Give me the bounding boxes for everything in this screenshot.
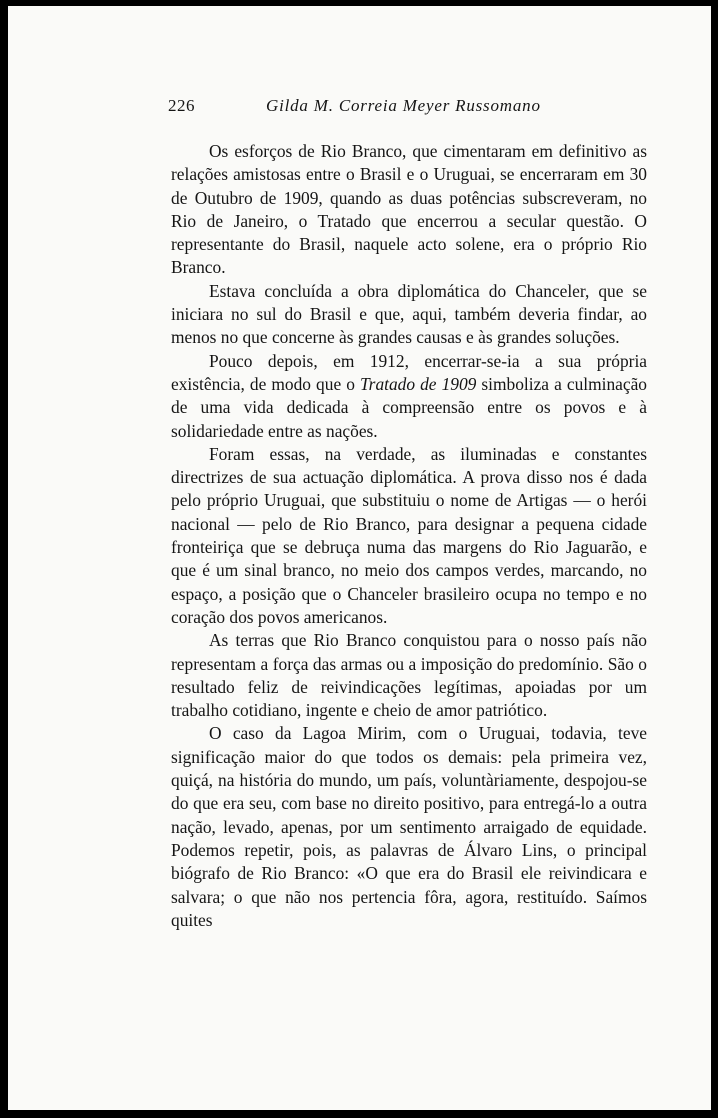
paragraph-6: O caso da Lagoa Mirim, com o Uruguai, todavia, teve significação maior do que todos os demais: pela primeira vez, quiçá, na história do mundo, um país, voluntàriamente, despojou-se do que era seu, com base no direito positivo, para entregá-lo a outra nação, levado, apenas, por um sentimento arraigado de equidade. Podemos repetir, pois, as palavras de Álvaro Lins, o principal biógrafo de Rio Branco: «O que era do Brasil ele reivindicara e salvara; o que não nos pertencia fôra, agora, restituído. Saímos quites (171, 723, 647, 930)
book-page (8, 6, 711, 1110)
paragraph-2: Estava concluída a obra diplomática do Chanceler, que se iniciara no sul do Brasil e que, aqui, também deveria findar, ao menos no que concerne às grandes causas e às grandes soluções. (171, 280, 647, 348)
page-header (168, 96, 650, 126)
treaty-title-italic: Tratado de 1909 (359, 373, 477, 394)
page-number: 226 (168, 96, 195, 115)
paragraph-1: Os esforços de Rio Branco, que cimentaram em definitivo as relações amistosas entre o Brasil e o Uruguai, se encerraram em 30 de Outubro de 1909, quando as duas potências subscreveram, no Rio de Janeiro, o Tratado que encerrou a secular questão. O representante do Brasil, naquele acto solene, era o próprio Rio Branco. (171, 141, 647, 278)
paragraph-3 (171, 350, 647, 443)
body-text (171, 140, 647, 932)
paragraph-4: Foram essas, na verdade, as iluminadas e constantes directrizes de sua actuação diplomática. A prova disso nos é dada pelo próprio Uruguai, que substituiu o nome de Artigas — o herói nacional — pelo de Rio Branco, para designar a pequena cidade fronteiriça que se debruça numa das margens do Rio Jaguarão, e que é um sinal branco, no meio dos campos verdes, marcando, no espaço, a posição que o Chanceler brasileiro ocupa no tempo e no coração dos povos americanos. (171, 443, 647, 627)
running-title: Gilda M. Correia Meyer Russomano (266, 96, 541, 115)
paragraph-3-end: simboliza a culminação de uma vida dedicada à compreensão entre os povos e à solidariedade entre as nações. (171, 373, 647, 441)
paragraph-3-start: Pouco depois, em 1912, encerrar-se-ia a sua própria existência, de modo que o (171, 350, 647, 394)
paragraph-5: As terras que Rio Branco conquistou para o nosso país não representam a força das armas ou a imposição do predomínio. São o resultado feliz de reivindicações legítimas, apoiadas por um trabalho cotidiano, ingente e cheio de amor patriótico. (171, 630, 647, 721)
